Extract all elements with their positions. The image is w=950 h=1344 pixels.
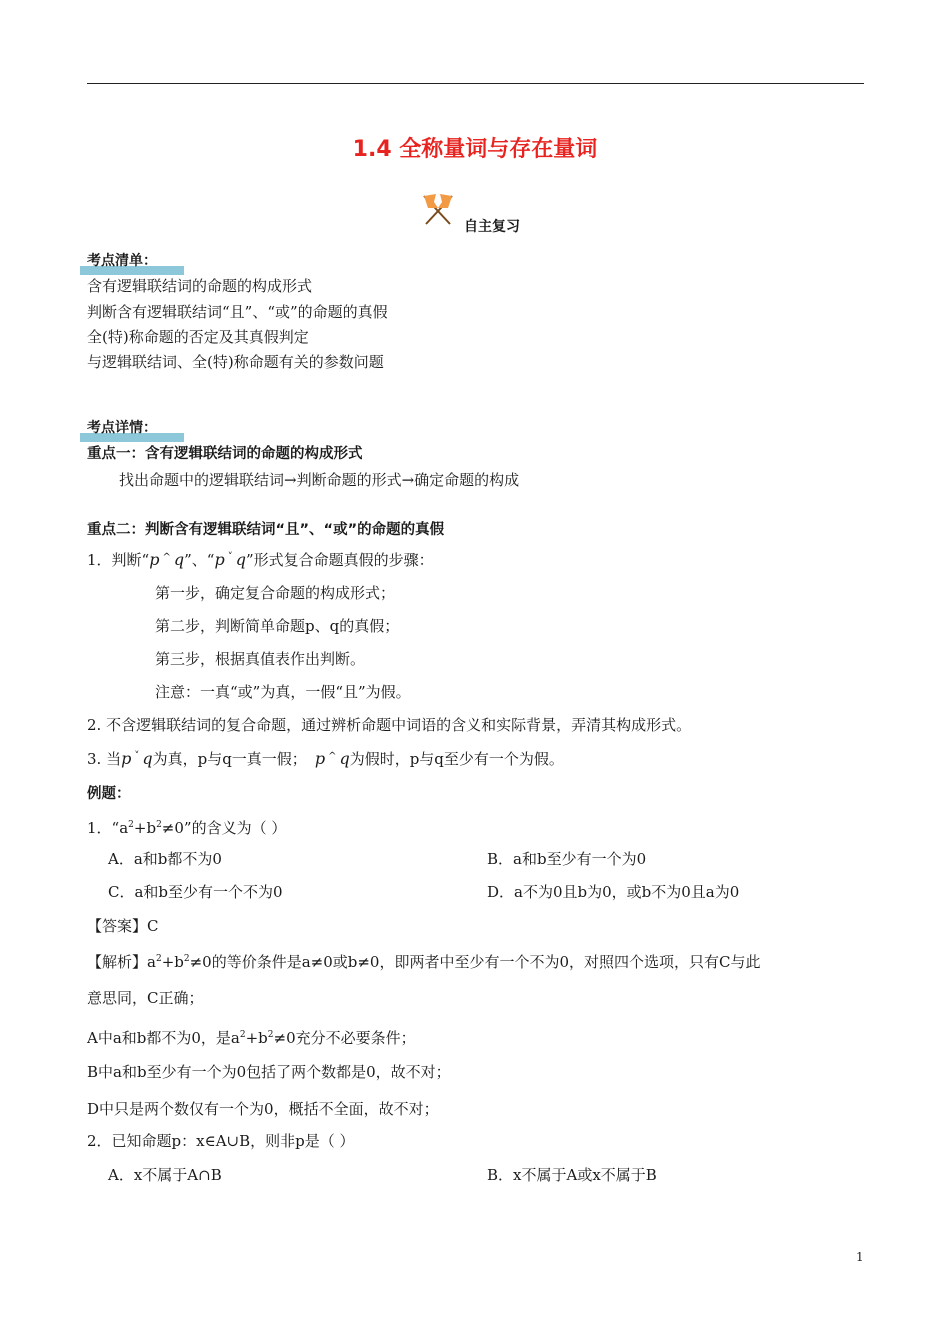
q1-option-c: C．a和b至少有一个不为0	[108, 883, 283, 901]
analysis-text: A中a和b都不为0，是a	[87, 1029, 240, 1047]
q1-analysis-line	[87, 949, 761, 972]
p-symbol: p	[121, 749, 132, 768]
item2-line: 2. 不含逻辑联结词的复合命题，通过辨析命题中词语的含义和实际背景，弄清其构成形式。	[87, 716, 692, 734]
superscript: 2	[267, 1030, 274, 1040]
step-line: 第二步，判断简单命题p、q的真假；	[155, 617, 400, 635]
q-symbol: q	[142, 749, 153, 768]
q1-stem-suffix: ≠0”的含义为（ ）	[161, 819, 287, 837]
p-symbol: p	[314, 749, 326, 768]
item3-prefix: 3. 当	[87, 750, 122, 768]
analysis-text: +b	[245, 1029, 268, 1047]
analysis-text: ≠0的等价条件是a≠0或b≠0，即两者中至少有一个不为0，对照四个选项，只有C与此	[189, 953, 761, 971]
q1-answer: 【答案】C	[87, 917, 159, 935]
item3-line	[87, 747, 564, 769]
kaodian-xiangqing-header: 考点详情：	[87, 420, 157, 436]
analysis-text: +b	[161, 953, 184, 971]
header-rule	[87, 83, 864, 84]
superscript: 2	[128, 820, 134, 830]
point2-title: 重点二：判断含有逻辑联结词“且”、“或”的命题的真假	[87, 522, 445, 538]
q2-option-a: A．x不属于A∩B	[108, 1166, 222, 1184]
point1-title: 重点一：含有逻辑联结词的命题的构成形式	[87, 446, 363, 462]
page-number: 1	[856, 1250, 864, 1264]
or-symbol: ˅	[134, 751, 140, 762]
q2-stem: 2．已知命题p：x∈A∪B，则非p是（ ）	[87, 1132, 355, 1150]
and-symbol: ^	[328, 751, 337, 762]
analysis-text: ≠0充分不必要条件；	[273, 1029, 416, 1047]
examples-header: 例题：	[87, 786, 131, 802]
point1-text: 找出命题中的逻辑联结词→判断命题的形式→确定命题的构成	[119, 471, 520, 489]
q1-stem-mid: +b	[133, 819, 157, 837]
kaodian-qingdan-header: 考点清单：	[87, 253, 157, 269]
q1-stem	[87, 815, 286, 838]
q1-stem-prefix: 1．“a	[87, 819, 129, 837]
analysis-text: 【解析】a	[87, 953, 156, 971]
and-symbol: ^	[162, 552, 171, 563]
list-item: 判断含有逻辑联结词“且”、“或”的命题的真假	[87, 303, 388, 321]
superscript: 2	[156, 820, 162, 830]
item1-mid: ”、“	[184, 551, 215, 569]
item1-prefix: 1．判断“	[87, 551, 150, 569]
superscript: 2	[183, 954, 190, 964]
crossed-flags-icon	[418, 192, 458, 226]
superscript: 2	[239, 1030, 246, 1040]
q1-analysis-line	[87, 1025, 416, 1048]
q1-option-a: A．a和b都不为0	[108, 850, 222, 868]
q1-option-d: D．a不为0且b为0，或b不为0且a为0	[487, 883, 740, 901]
q1-analysis-line: 意思同，C正确；	[87, 989, 204, 1007]
item3-part1: 为真，p与q一真一假；	[152, 750, 307, 768]
page-title: 1.4 全称量词与存在量词	[352, 137, 598, 162]
or-symbol: ˅	[227, 552, 233, 563]
q2-option-b: B．x不属于A或x不属于B	[487, 1166, 657, 1184]
q-symbol: q	[173, 550, 185, 569]
q1-analysis-line: D中只是两个数仅有一个为0，概括不全面，故不对；	[87, 1100, 439, 1118]
note-line: 注意：一真“或”为真，一假“且”为假。	[155, 683, 411, 701]
p-symbol: p	[149, 550, 160, 569]
list-item: 含有逻辑联结词的命题的构成形式	[87, 277, 313, 295]
step-line: 第一步，确定复合命题的构成形式；	[155, 584, 396, 602]
p-symbol: p	[214, 550, 225, 569]
superscript: 2	[155, 954, 162, 964]
list-item: 与逻辑联结词、全(特)称命题有关的参数问题	[87, 353, 384, 371]
q-symbol: q	[339, 749, 350, 768]
q1-option-b: B．a和b至少有一个为0	[487, 850, 647, 868]
item1-line	[87, 548, 434, 570]
section-label: 自主复习	[464, 219, 520, 235]
step-line: 第三步，根据真值表作出判断。	[155, 650, 366, 668]
q1-analysis-line: B中a和b至少有一个为0包括了两个数都是0，故不对；	[87, 1063, 451, 1081]
item3-part2: 为假时，p与q至少有一个为假。	[349, 750, 564, 768]
list-item: 全(特)称命题的否定及其真假判定	[87, 328, 309, 346]
item1-suffix: ”形式复合命题真假的步骤：	[245, 551, 434, 569]
q-symbol: q	[235, 550, 246, 569]
